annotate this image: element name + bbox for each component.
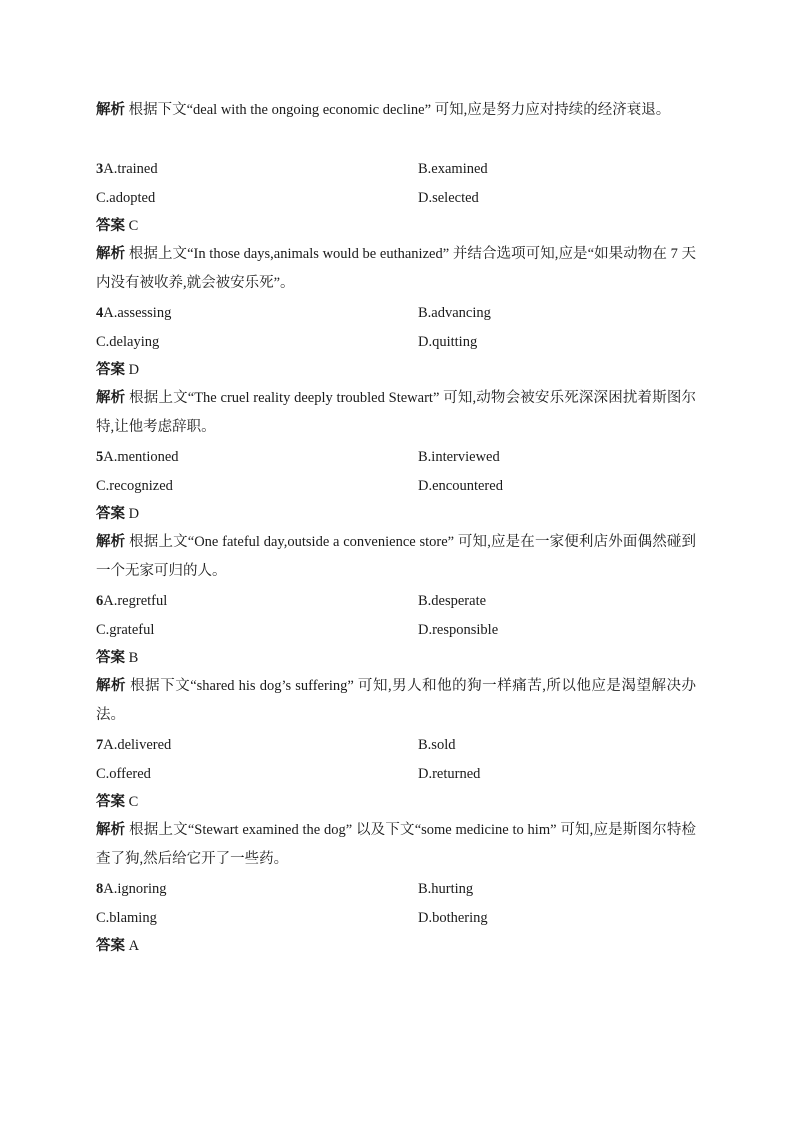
option-c: C.adopted (96, 190, 156, 206)
question-options-row (96, 332, 478, 352)
answer-value: C (128, 794, 139, 810)
question-options-row (96, 447, 500, 467)
question-options-row (96, 476, 503, 496)
answer-label: 答案 (96, 794, 125, 810)
analysis-paragraph (96, 672, 696, 730)
answer-label: 答案 (96, 362, 125, 378)
option-d: D.returned (418, 766, 481, 782)
option-d: D.selected (418, 190, 479, 206)
option-d: D.encountered (418, 478, 503, 494)
analysis-paragraph (96, 384, 696, 442)
question-number: 5 (96, 449, 104, 465)
question-number: 4 (96, 305, 104, 321)
option-b: B.desperate (418, 593, 487, 609)
analysis-label: 解析 (96, 822, 126, 838)
answer-line (96, 504, 139, 524)
option-b: B.hurting (418, 881, 474, 897)
option-a: A.ignoring (103, 881, 167, 897)
answer-label: 答案 (96, 650, 125, 666)
analysis-label: 解析 (96, 246, 126, 262)
option-c: C.recognized (96, 478, 173, 494)
option-b: B.sold (418, 737, 456, 753)
option-c: C.delaying (96, 334, 160, 350)
question-options-row (96, 620, 499, 640)
option-a: A.mentioned (103, 449, 179, 465)
question-options-row (96, 908, 488, 928)
question-options-row (96, 879, 474, 899)
analysis-text: 根据上文“One fateful day,outside a convenience store” 可知,应是在一家便利店外面偶然碰到一个无家可归的人。 (96, 534, 697, 579)
question-options-row (96, 591, 487, 611)
analysis-text: 根据下文“deal with the ongoing economic decline” 可知,应是努力应对持续的经济衰退。 (128, 102, 671, 118)
answer-value: D (128, 506, 140, 522)
answer-line (96, 216, 138, 236)
analysis-text: 根据上文“The cruel reality deeply troubled Stewart” 可知,动物会被安乐死深深困扰着斯图尔特,让他考虑辞职。 (96, 390, 697, 435)
answer-label: 答案 (96, 218, 125, 234)
answer-line (96, 360, 139, 380)
option-b: B.interviewed (418, 449, 500, 465)
option-c: C.offered (96, 766, 151, 782)
answer-line (96, 792, 138, 812)
analysis-label: 解析 (96, 390, 126, 406)
question-number: 7 (96, 737, 104, 753)
option-a: A.regretful (103, 593, 168, 609)
answer-value: A (128, 938, 140, 954)
option-a: A.trained (103, 161, 158, 177)
option-d: D.responsible (418, 622, 499, 638)
analysis-label: 解析 (96, 534, 126, 550)
question-options-row (96, 764, 481, 784)
analysis-text: 根据下文“shared his dog’s suffering” 可知,男人和他的狗一样痛苦,所以他应是渴望解决办法。 (96, 678, 696, 723)
question-options-row (96, 303, 491, 323)
analysis-paragraph (96, 528, 696, 586)
analysis-text: 根据上文“Stewart examined the dog” 以及下文“some medicine to him” 可知,应是斯图尔特检查了狗,然后给它开了一些药。 (96, 822, 696, 867)
question-options-row (96, 188, 479, 208)
option-d: D.quitting (418, 334, 478, 350)
analysis-label: 解析 (96, 102, 125, 118)
option-a: A.delivered (103, 737, 172, 753)
analysis-text: 根据上文“In those days,animals would be euthanized” 并结合选项可知,应是“如果动物在 7 天内没有被收养,就会被安乐死”。 (96, 246, 697, 291)
question-number: 6 (96, 593, 104, 609)
question-options-row (96, 735, 456, 755)
answer-value: B (128, 650, 139, 666)
option-c: C.blaming (96, 910, 157, 926)
analysis-paragraph (96, 96, 696, 125)
option-a: A.assessing (103, 305, 172, 321)
answer-line (96, 648, 138, 668)
option-c: C.grateful (96, 622, 155, 638)
analysis-label: 解析 (96, 678, 127, 694)
option-b: B.examined (418, 161, 488, 177)
option-b: B.advancing (418, 305, 491, 321)
analysis-paragraph (96, 240, 696, 298)
answer-label: 答案 (96, 938, 125, 954)
analysis-paragraph (96, 816, 696, 874)
option-d: D.bothering (418, 910, 488, 926)
answer-label: 答案 (96, 506, 125, 522)
question-number: 8 (96, 881, 104, 897)
answer-value: D (128, 362, 140, 378)
question-options-row (96, 159, 488, 179)
question-number: 3 (96, 161, 104, 177)
answer-value: C (128, 218, 139, 234)
answer-line (96, 936, 139, 956)
